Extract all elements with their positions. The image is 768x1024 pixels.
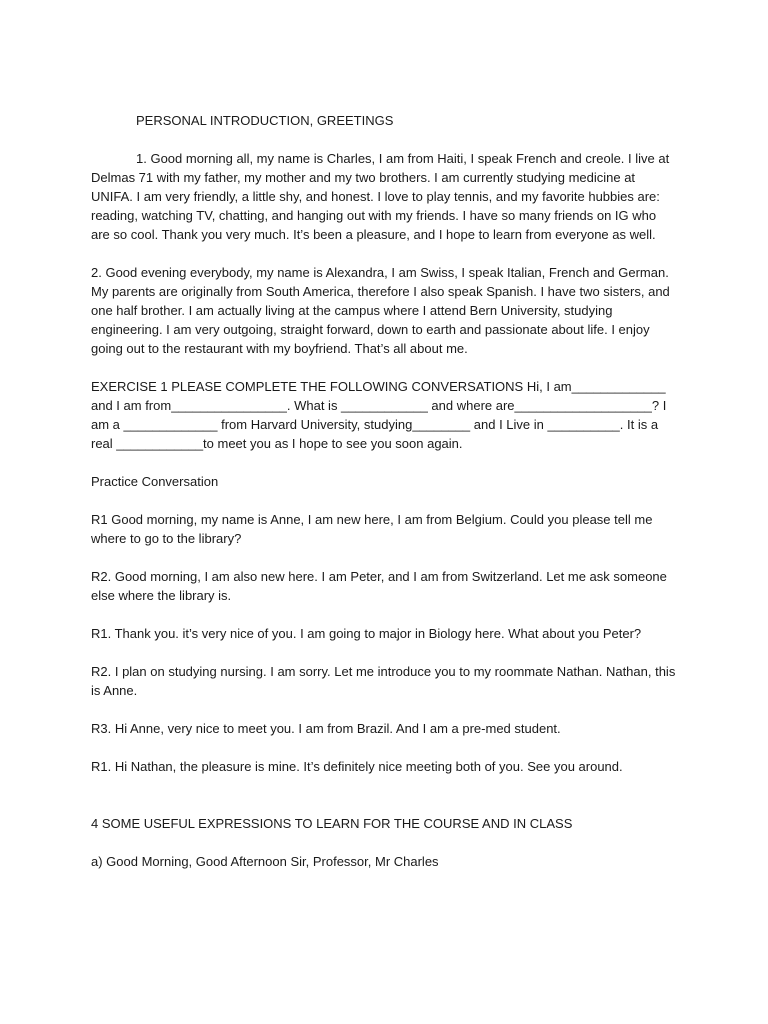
conversation-line: R3. Hi Anne, very nice to meet you. I am from Brazil. And I am a pre-med student. bbox=[91, 721, 561, 736]
conversation-line: R2. I plan on studying nursing. I am sorry. Let me introduce you to my roommate Nathan. Nathan, this is Anne. bbox=[91, 664, 676, 698]
exercise-1-paragraph: EXERCISE 1 PLEASE COMPLETE THE FOLLOWING CONVERSATIONS Hi, I am_____________ and I am from________________. What is ____________ and where are___________________? I am a _____________ from Harvard University, studying________ and I Live in __________. It is a real ____________to meet you as I hope to see you soon again. bbox=[91, 379, 667, 451]
conversation-line: R1. Hi Nathan, the pleasure is mine. It’s definitely nice meeting both of you. See you around. bbox=[91, 759, 623, 774]
expressions-heading: 4 SOME USEFUL EXPRESSIONS TO LEARN FOR THE COURSE AND IN CLASS bbox=[91, 816, 573, 831]
conversation-line: R1 Good morning, my name is Anne, I am new here, I am from Belgium. Could you please tell me where to go to the library? bbox=[91, 512, 653, 546]
expression-item-a: a) Good Morning, Good Afternoon Sir, Professor, Mr Charles bbox=[91, 854, 439, 869]
document-title: PERSONAL INTRODUCTION, GREETINGS bbox=[136, 113, 394, 128]
practice-heading: Practice Conversation bbox=[91, 474, 219, 489]
intro-paragraph-1: 1. Good morning all, my name is Charles, I am from Haiti, I speak French and creole. I live at Delmas 71 with my father, my mother and my two brothers. I am currently studying medicine at UNIFA. I am very friendly, a little shy, and honest. I love to play tennis, and my favorite hubbies are: reading, watching TV, chatting, and hanging out with my friends. I have so many friends on IG who are so cool. Thank you very much. It’s been a pleasure, and I hope to learn from everyone as well. bbox=[91, 151, 670, 242]
conversation-line: R2. Good morning, I am also new here. I am Peter, and I am from Switzerland. Let me ask someone else where the library is. bbox=[91, 569, 667, 603]
intro-paragraph-2: 2. Good evening everybody, my name is Alexandra, I am Swiss, I speak Italian, French and German. My parents are originally from South America, therefore I also speak Spanish. I have two sisters, and one half brother. I am actually living at the campus where I attend Bern University, studying engineering. I am very outgoing, straight forward, down to earth and passionate about life. I enjoy going out to the restaurant with my boyfriend. That’s all about me. bbox=[91, 265, 670, 356]
conversation-line: R1. Thank you. it’s very nice of you. I am going to major in Biology here. What about you Peter? bbox=[91, 626, 642, 641]
